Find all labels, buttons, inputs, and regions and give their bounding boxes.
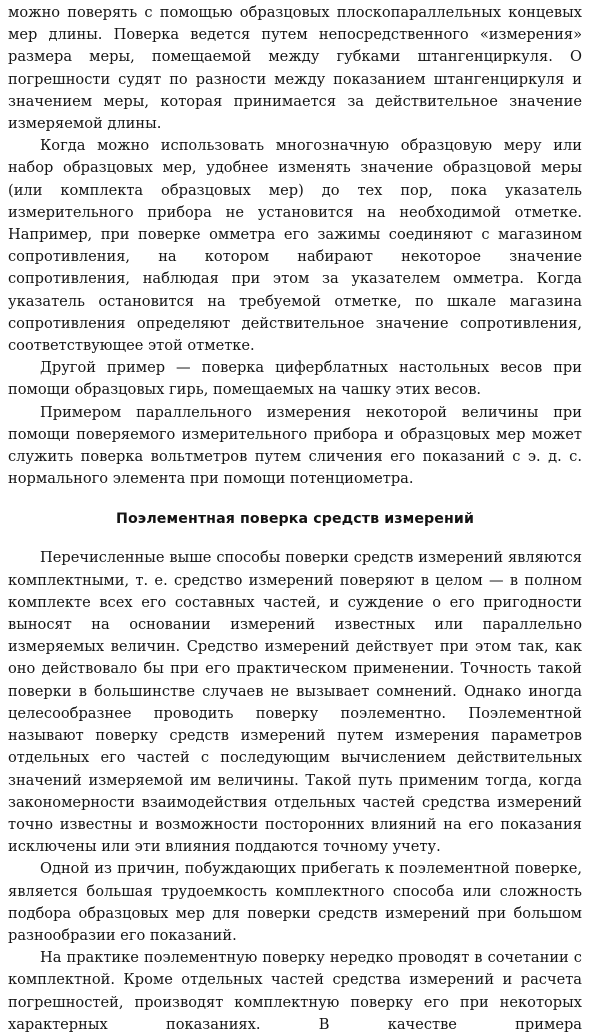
paragraph-gauge-blocks: можно поверять с помощью образцовых плоскопараллельных концевых мер длины. Поверка ведется путем непосредственного «измерения» размера меры, помещаемой между губками штангенциркуля. О погрешности судят по разности между показанием штангенциркуля и значением меры, которая принимается за действительное значение измеряемой длины. (8, 4, 582, 133)
paragraph-complete-verification: Перечисленные выше способы поверки средств измерений являются комплектными, т. е. средство измерений поверяют в целом — в полном комплекте всех его составных частей, и суждение о его пригодности выносят на основании измерений известных или параллельно измеряемых величин. Средство измерений действует при этом так, как оно действовало бы при его практическом применении. Точность такой поверки в большинстве случаев не вызывает сомнений. Однако иногда целесообразнее проводить поверку поэлементно. Поэлементной называют поверку средств измерений путем измерения параметров отдельных его частей с последующим вычислением действительных значений измеряемой им величины. Такой путь применим тогда, когда закономерности взаимодействия отдельных частей средства измерений точно известны и возможности посторонних влияний на его показания исключены или эти влияния поддаются точному учету. (8, 549, 582, 856)
paragraph-practice: На практике поэлементную поверку нередко проводят в сочетании с комплектной. Кроме отдельных частей средства измерений и расчета погрешностей, производят комплектную поверку его при некоторых характерных показаниях. В качестве примера (8, 949, 582, 1033)
paragraph-parallel-measurement: Примером параллельного измерения некоторой величины при помощи поверяемого измерительного прибора и образцовых мер может служить поверка вольтметров путем сличения его показаний с э. д. с. нормального элемента при помощи потенциометра. (8, 403, 582, 488)
paragraph-scale-example: Другой пример — поверка циферблатных настольных весов при помощи образцовых гирь, помещаемых на чашку этих весов. (8, 359, 582, 399)
paragraph-reasons: Одной из причин, побуждающих прибегать к поэлементной поверке, является большая трудоемкость комплектного способа или сложность подбора образцовых мер для поверки средств измерений при большом разнообразии его показаний. (8, 860, 582, 944)
paragraph-multivalue-measure: Когда можно использовать многозначную образцовую меру или набор образцовых мер, удобнее изменять значение образцовой меры (или комплекта образцовых мер) до тех пор, пока указатель измерительного прибора не установится на необходимой отметке. Например, при поверке омметра его зажимы соединяют с магазином сопротивления, на котором набирают некоторое значение сопротивления, наблюдая при этом за указателем омметра. Когда указатель остановится на требуемой отметке, по шкале магазина сопротивления определяют действительное значение сопротивления, соответствующее этой отметке. (8, 137, 582, 355)
section-heading: Поэлементная поверка средств измерений (115, 511, 475, 528)
